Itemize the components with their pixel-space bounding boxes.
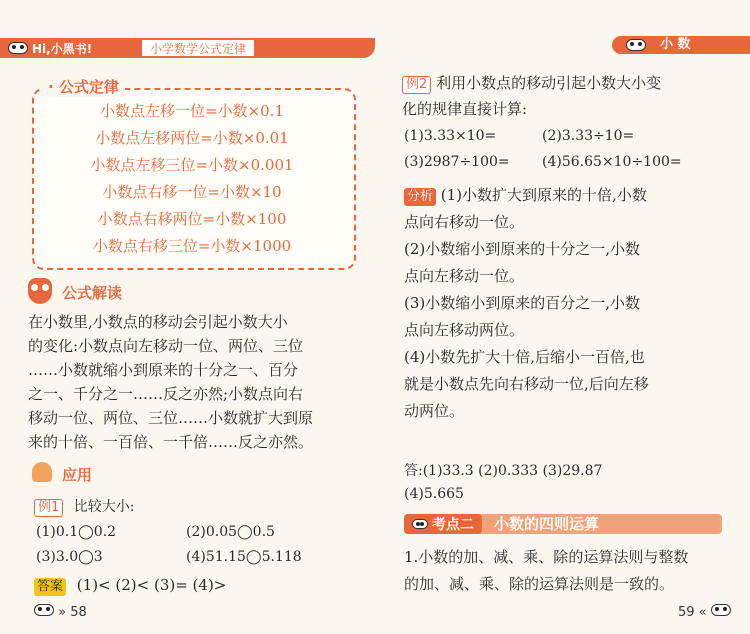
mascot-eyes-icon (626, 39, 646, 51)
example2-item: (4)56.65×10÷100= (542, 154, 682, 170)
example2-item: (3)2987÷100= (404, 154, 510, 170)
brand-text: Hi,小黑书! (32, 41, 93, 56)
example1-line (34, 496, 134, 517)
mascot-eyes-icon (8, 42, 28, 54)
formula-line: 小数点左移一位=小数×0.1 (100, 102, 284, 120)
formula-line: 小数点右移两位=小数×100 (97, 210, 287, 228)
mascot-eyes-icon (412, 519, 428, 529)
formula-line: 小数点左移两位=小数×0.01 (95, 129, 289, 147)
book-title: 小学数学公式定律 (140, 38, 256, 58)
interpretation-paragraph: 在小数里,小数点的移动会引起小数大小 的变化:小数点向左移动一位、两位、三位 ……小数就缩小到原来的十分之一、百分 之一、千分之一……反之亦然;小数点向右 移动一位、两位、三位……小数就扩大到原 来的十倍、一百倍、一千倍……反之亦然。 (28, 313, 314, 451)
example1-item: (3)3.0◯3 (36, 549, 103, 565)
example1-badge: 例1 (34, 499, 63, 517)
mascot-eyes-icon (34, 604, 54, 616)
formula-box-title: · 公式定律 (42, 76, 125, 97)
example1-item: (1)0.1◯0.2 (36, 524, 117, 540)
kaodian-label: 考点二 (404, 514, 482, 534)
formula-line: 小数点左移三位=小数×0.001 (90, 156, 294, 174)
example2-answer-line: (4)5.665 (404, 486, 464, 502)
bell-icon (32, 462, 52, 482)
example1-prompt: 比较大小: (73, 499, 135, 515)
answer-badge: 答案 (34, 578, 66, 596)
analysis-badge: 分析 (404, 188, 436, 206)
example2-statement: 例2 利用小数点的移动引起小数大小变 化的规律直接计算: (402, 74, 662, 118)
mascot-eyes-icon (711, 604, 731, 616)
chapter-title: 小 数 (660, 37, 691, 52)
example2-item: (1)3.33×10= (404, 128, 497, 144)
formula-line: 小数点右移一位=小数×10 (102, 183, 282, 201)
formula-line: 小数点右移三位=小数×1000 (92, 237, 292, 255)
answer-text: (1)< (2)< (3)= (4)> (76, 576, 227, 594)
owl-icon (28, 278, 52, 304)
example2-answer-line: 答:(1)33.3 (2)0.333 (3)29.87 (404, 463, 603, 479)
left-header-brand (8, 40, 92, 56)
kaodian-title: 小数的四则运算 (494, 515, 600, 533)
example1-item: (2)0.05◯0.5 (186, 524, 275, 540)
answer-line (34, 576, 226, 596)
left-page-number: » 58 (34, 604, 87, 620)
example2-badge: 例2 (402, 76, 431, 94)
right-page-number: 59 « (678, 604, 731, 620)
interpretation-heading: 公式解读 (62, 284, 123, 302)
analysis-block: 分析 (1)小数扩大到原来的十倍,小数 点向右移动一位。 (2)小数缩小到原来的十分之一,小数 点向左移动一位。 (3)小数缩小到原来的百分之一,小数 点向左移动两位。 (4)小数先扩大十倍,后缩小一百倍,也 就是小数点先向右移动一位,后向左移 动两位。 (404, 186, 649, 420)
kaodian-text: 1.小数的加、减、乘、除的运算法则与整数 的加、减、乘、除的运算法则是一致的。 (404, 548, 689, 593)
application-heading: 应用 (62, 466, 93, 484)
example1-item: (4)51.15◯5.118 (186, 549, 302, 565)
example2-item: (2)3.33÷10= (542, 128, 635, 144)
